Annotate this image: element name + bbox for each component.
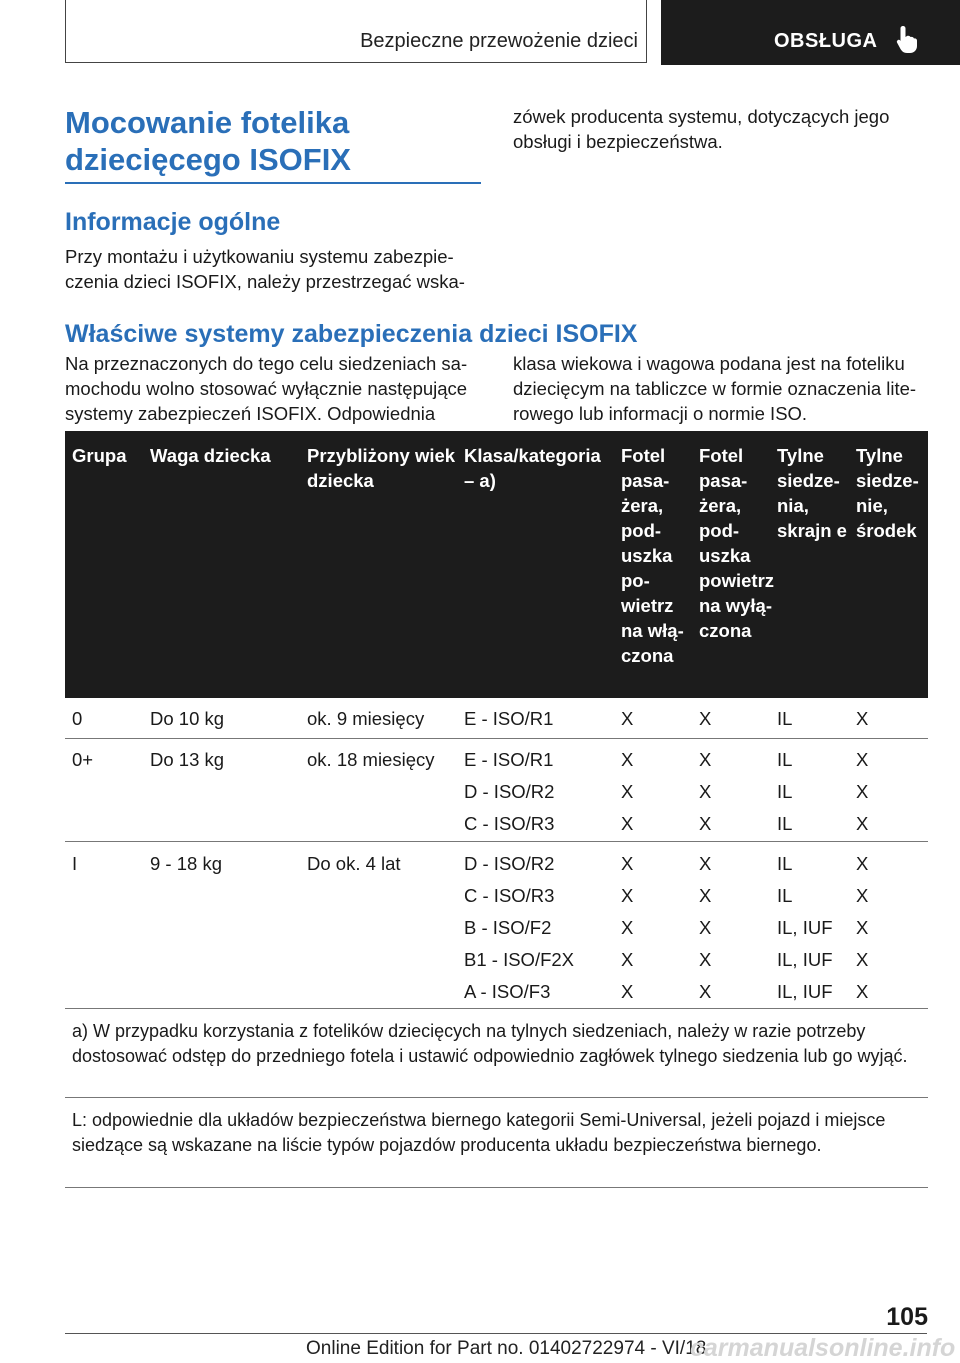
cell-rear-middle: X bbox=[856, 781, 869, 802]
main-heading: Mocowanie fotelika dziecięcego ISOFIX bbox=[65, 105, 351, 177]
cell-rear-outer: IL bbox=[777, 853, 793, 874]
cell-airbag-on: X bbox=[621, 813, 634, 834]
cell-group: I bbox=[72, 853, 78, 874]
pointing-hand-icon bbox=[894, 24, 920, 54]
general-info-text-right: zówek producenta systemu, dotyczących jego obsługi i bezpieczeństwa. bbox=[513, 106, 890, 152]
cell-airbag-off: X bbox=[699, 708, 712, 729]
isofix-systems-heading: Właściwe systemy zabezpieczenia dzieci ISOFIX bbox=[65, 320, 638, 348]
cell-class: C - ISO/R3 bbox=[464, 885, 555, 906]
cell-age: ok. 18 miesięcy bbox=[307, 749, 435, 770]
cell-airbag-off: X bbox=[699, 853, 712, 874]
cell-airbag-off: X bbox=[699, 885, 712, 906]
cell-airbag-off: X bbox=[699, 813, 712, 834]
table-divider bbox=[65, 1097, 928, 1098]
cell-rear-middle: X bbox=[856, 853, 869, 874]
cell-airbag-off: X bbox=[699, 949, 712, 970]
cell-rear-outer: IL, IUF bbox=[777, 981, 833, 1002]
watermark-text: carmanualsonline.info bbox=[690, 1334, 956, 1362]
cell-airbag-off: X bbox=[699, 781, 712, 802]
cell-rear-middle: X bbox=[856, 708, 869, 729]
cell-class: B1 - ISO/F2X bbox=[464, 949, 575, 970]
cell-airbag-off: X bbox=[699, 917, 712, 938]
cell-airbag-on: X bbox=[621, 917, 634, 938]
col-header-rear-outer: Tylne siedzenia, skrajn e bbox=[777, 445, 847, 541]
cell-rear-outer: IL bbox=[777, 708, 793, 729]
cell-airbag-on: X bbox=[621, 708, 634, 729]
cell-group: 0+ bbox=[72, 749, 94, 770]
cell-class: E - ISO/R1 bbox=[464, 708, 554, 729]
cell-airbag-on: X bbox=[621, 853, 634, 874]
cell-weight: 9 - 18 kg bbox=[150, 853, 222, 874]
cell-airbag-on: X bbox=[621, 949, 634, 970]
col-header-weight: Waga dziecka bbox=[150, 445, 271, 466]
cell-rear-outer: IL bbox=[777, 781, 793, 802]
cell-class: D - ISO/R2 bbox=[464, 781, 555, 802]
cell-weight: Do 10 kg bbox=[150, 708, 225, 729]
cell-class: B - ISO/F2 bbox=[464, 917, 552, 938]
cell-airbag-off: X bbox=[699, 749, 712, 770]
table-divider bbox=[65, 738, 928, 739]
cell-rear-middle: X bbox=[856, 749, 869, 770]
cell-rear-middle: X bbox=[856, 813, 869, 834]
cell-class: C - ISO/R3 bbox=[464, 813, 555, 834]
cell-rear-outer: IL bbox=[777, 749, 793, 770]
table-divider bbox=[65, 1008, 928, 1009]
page-number: 105 bbox=[886, 1303, 928, 1331]
cell-age: Do ok. 4 lat bbox=[307, 853, 401, 874]
cell-rear-outer: IL bbox=[777, 813, 793, 834]
col-header-age: Przybliżony wiek dziecka bbox=[307, 445, 456, 491]
section-title: Bezpieczne przewożenie dzieci bbox=[360, 30, 638, 52]
col-header-rear-middle: Tylne siedzenie, środek bbox=[856, 445, 919, 541]
col-header-class: Klasa/kategoria – a) bbox=[464, 445, 601, 491]
chapter-tab[interactable] bbox=[661, 0, 960, 65]
cell-group: 0 bbox=[72, 708, 83, 729]
chapter-label: OBSŁUGA bbox=[774, 30, 878, 52]
cell-class: E - ISO/R1 bbox=[464, 749, 554, 770]
cell-rear-outer: IL, IUF bbox=[777, 949, 833, 970]
cell-age: ok. 9 miesięcy bbox=[307, 708, 425, 729]
col-header-airbag-off: Fotel pasażera, poduszka powietrz na wyłączona bbox=[699, 445, 775, 641]
cell-airbag-on: X bbox=[621, 781, 634, 802]
general-info-text-left: Przy montażu i użytkowaniu systemu zabezpieczenia dzieci ISOFIX, należy przestrzegać wska- bbox=[65, 246, 465, 292]
edition-text: Online Edition for Part no. 01402722974 - VI/18 bbox=[306, 1338, 707, 1359]
cell-rear-middle: X bbox=[856, 949, 869, 970]
cell-airbag-on: X bbox=[621, 749, 634, 770]
table-header bbox=[65, 431, 928, 698]
cell-class: D - ISO/R2 bbox=[464, 853, 555, 874]
cell-rear-middle: X bbox=[856, 885, 869, 906]
cell-rear-outer: IL, IUF bbox=[777, 917, 833, 938]
cell-rear-middle: X bbox=[856, 917, 869, 938]
general-info-heading: Informacje ogólne bbox=[65, 208, 281, 236]
table-divider bbox=[65, 1187, 928, 1188]
heading-rule bbox=[65, 182, 481, 184]
cell-airbag-on: X bbox=[621, 981, 634, 1002]
table-divider bbox=[65, 841, 928, 842]
cell-weight: Do 13 kg bbox=[150, 749, 225, 770]
col-header-airbag-on: Fotel pasażera, poduszka powietrz na włączona bbox=[621, 445, 684, 666]
isofix-text-left: Na przeznaczonych do tego celu siedzeniach samochodu wolno stosować wyłącznie następujące systemy zabezpieczeń ISOFIX. Odpowiednia bbox=[65, 353, 468, 424]
cell-rear-outer: IL bbox=[777, 885, 793, 906]
cell-airbag-on: X bbox=[621, 885, 634, 906]
table-note-l: L: odpowiednie dla układów bezpieczeństwa biernego kategorii Semi-Universal, jeżeli pojazd i miejsce siedzące są wskazane na liście typów pojazdów producenta układu bezpieczeństwa biernego. bbox=[72, 1110, 886, 1155]
table-note-a: a) W przypadku korzystania z fotelików dziecięcych na tylnych siedzeniach, należy w razie potrzeby dostosować odstęp do przedniego fotela i ustawić odpowiednio zagłówek tylnego siedzenia lub go wyjąć. bbox=[72, 1021, 908, 1066]
cell-rear-middle: X bbox=[856, 981, 869, 1002]
isofix-text-right: klasa wiekowa i wagowa podana jest na foteliku dziecięcym na tabliczce w formie oznaczenia literowego lub informacji o normie ISO. bbox=[513, 353, 917, 424]
col-header-group: Grupa bbox=[72, 445, 127, 466]
cell-class: A - ISO/F3 bbox=[464, 981, 551, 1002]
cell-airbag-off: X bbox=[699, 981, 712, 1002]
